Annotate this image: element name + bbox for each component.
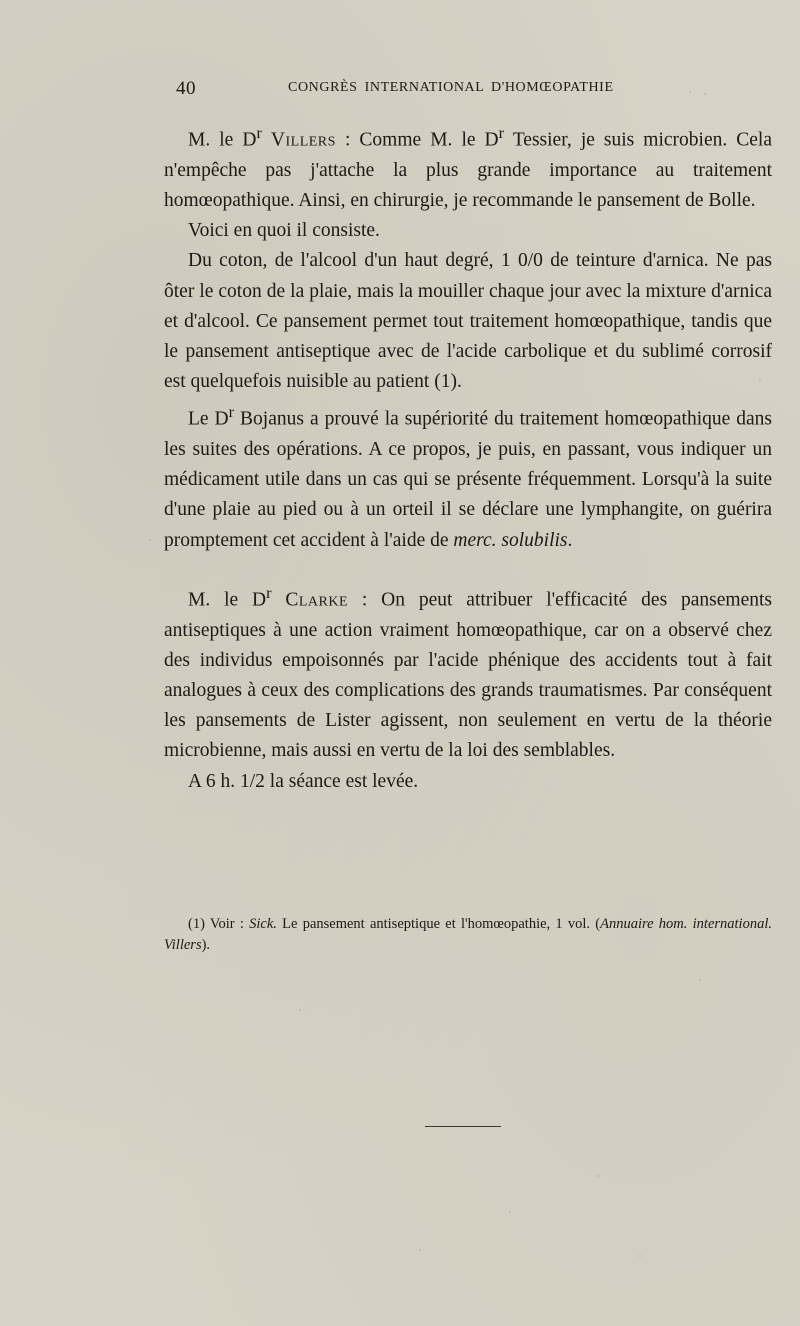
paragraph-seance: [164, 767, 772, 797]
end-rule: [425, 1126, 501, 1127]
footnote-text: ).: [201, 937, 211, 953]
paragraph-text: .: [567, 529, 573, 551]
speaker-name: Clarke: [285, 589, 349, 611]
speaker-name: Villers: [270, 129, 336, 151]
paragraph-text: Le D: [188, 408, 229, 430]
footnote-text: Le pansement antiseptique et l'homœopathie, 1 vol. (: [276, 916, 601, 932]
page-header: [176, 78, 716, 102]
speaker-prefix: M. le D: [188, 589, 267, 611]
paragraph-voici: [164, 216, 772, 246]
paragraph-text: A 6 h. 1/2 la séance est levée.: [188, 770, 419, 792]
paragraph-text: : Comme M. le D: [335, 129, 499, 151]
footnote-text: (1) Voir :: [188, 916, 250, 932]
superscript: r: [228, 403, 235, 422]
footnotes: [164, 914, 772, 956]
footnote-italic: Annuaire hom. international. Villers: [164, 916, 772, 953]
body-text: [164, 118, 772, 797]
italic-remedy: merc. solubilis: [453, 529, 568, 551]
superscript: r: [498, 124, 505, 142]
running-head: CONGRÈS INTERNATIONAL D'HOMŒOPATHIE: [288, 80, 614, 95]
paragraph-text: Voici en quoi il consiste.: [188, 220, 380, 242]
superscript: r: [266, 583, 272, 602]
paragraph-clarke: [164, 578, 772, 767]
speaker-prefix: M. le D: [188, 129, 257, 151]
footnote-italic: Sick.: [249, 916, 277, 932]
paragraph-villers: [164, 118, 772, 216]
paragraph-bojanus: [164, 397, 772, 556]
footnote: [164, 914, 772, 956]
paragraph-text: Tessier, je suis microbien. Cela n'empêche pas j'attache la plus grande importance au traitement homœopathique. Ainsi, en chirurgie, je recommande le pansement de Bolle.: [164, 129, 772, 211]
page-number: 40: [176, 78, 196, 99]
superscript: r: [256, 124, 262, 142]
paragraph-text: Du coton, de l'alcool d'un haut degré, 1 0/0 de teinture d'arnica. Ne pas ôter le coton de la plaie, mais la mouiller chaque jour avec la mixture d'arnica et d'alcool. Ce pansement permet tout traitement homœopathique, tandis que le pansement antiseptique avec de l'acide carbolique et du sublimé corrosif est quelquefois nuisible au patient (1).: [164, 250, 772, 393]
paragraph-coton: [164, 246, 772, 397]
paragraph-text: : On peut attribuer l'efficacité des pansements antiseptiques à une action vraiment homœopathique, car on a observé chez des individus empoisonnés par l'acide phénique des accidents tout à fait analogues à ceux des complications des grands traumatismes. Par conséquent les pansements de Lister agissent, non seulement en vertu de la théorie microbienne, mais aussi en vertu de la loi des semblables.: [164, 589, 772, 762]
paragraph-text: Bojanus a prouvé la supériorité du traitement homœopathique dans les suites des opérations. A ce propos, je puis, en passant, vous indiquer un médicament utile dans un cas qui se présente fréquemment. Lorsqu'à la suite d'une plaie au pied ou à un orteil il se déclare une lymphangite, on guérira promptement cet accident à l'aide de: [164, 408, 772, 551]
